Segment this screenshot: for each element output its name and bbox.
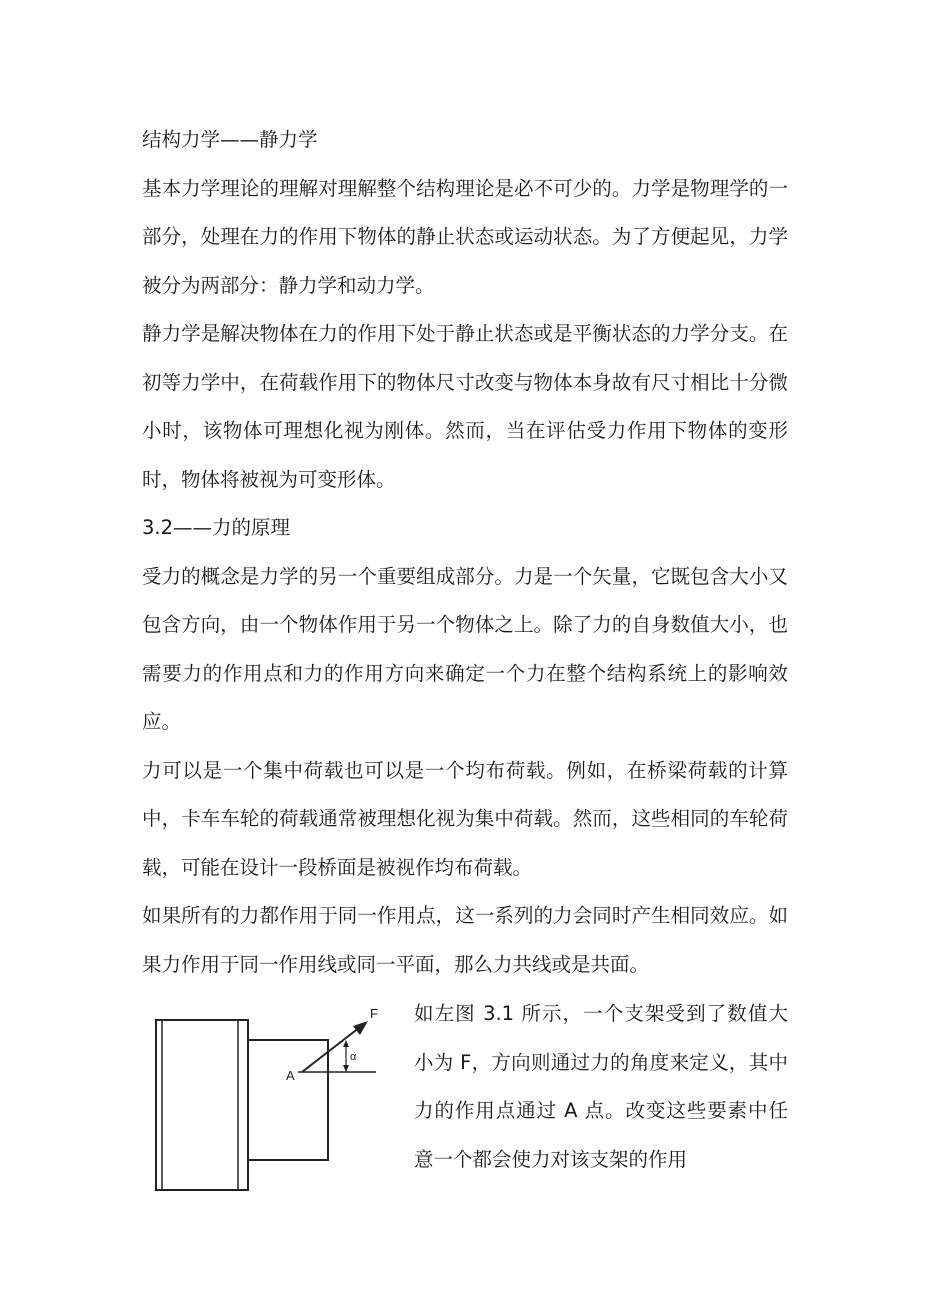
bracket xyxy=(248,1040,328,1160)
force-arrowhead xyxy=(353,1021,368,1035)
angle-label: α xyxy=(350,1051,357,1063)
paragraph-load-types: 力可以是一个集中荷载也可以是一个均布荷载。例如，在桥梁荷载的计算中，卡车车轮的荷载通常被理想化视为集中荷载。然而，这些相同的车轮荷载，可能在设计一段桥面是被视作均布荷载。 xyxy=(142,758,788,879)
wall-support xyxy=(156,1020,248,1190)
figure-3-1-bracket-diagram xyxy=(150,1002,390,1192)
figure-caption-text xyxy=(414,990,788,1184)
point-label: A xyxy=(286,1068,295,1083)
main-text xyxy=(142,116,788,989)
paragraph-statics: 静力学是解决物体在力的作用下处于静止状态或是平衡状态的力学分支。在初等力学中，在荷载作用下的物体尺寸改变与物体本身故有尺寸相比十分微小时，该物体可理想化视为刚体。然而，当在评估受力作用下物体的变形时，物体将被视为可变形体。 xyxy=(142,322,788,491)
force-label: F xyxy=(370,1006,378,1021)
paragraph-figure-description: 如左图 3.1 所示，一个支架受到了数值大小为 F，方向则通过力的角度来定义，其中力的作用点通过 A 点。改变这些要素中任意一个都会使力对该支架的作用 xyxy=(414,1002,788,1171)
angle-arrowhead-bottom xyxy=(343,1065,349,1072)
paragraph-concurrent-forces: 如果所有的力都作用于同一作用点，这一系列的力会同时产生相同效应。如果力作用于同一作用线或同一平面，那么力共线或是共面。 xyxy=(142,904,788,976)
paragraph-intro: 基本力学理论的理解对理解整个结构理论是必不可少的。力学是物理学的一部分，处理在力的作用下物体的静止状态或运动状态。为了方便起见，力学被分为两部分：静力学和动力学。 xyxy=(142,176,788,297)
heading-statics: 结构力学——静力学 xyxy=(142,128,318,151)
figure-section xyxy=(142,990,788,1200)
paragraph-force-concept: 受力的概念是力学的另一个重要组成部分。力是一个矢量，它既包含大小又包含方向，由一个物体作用于另一个物体之上。除了力的自身数值大小，也需要力的作用点和力的作用方向来确定一个力在整个结构系统上的影响效应。 xyxy=(142,564,788,733)
heading-force-principle: 3.2——力的原理 xyxy=(142,516,291,539)
force-line xyxy=(302,1024,364,1072)
angle-arrowhead-top xyxy=(343,1040,349,1047)
